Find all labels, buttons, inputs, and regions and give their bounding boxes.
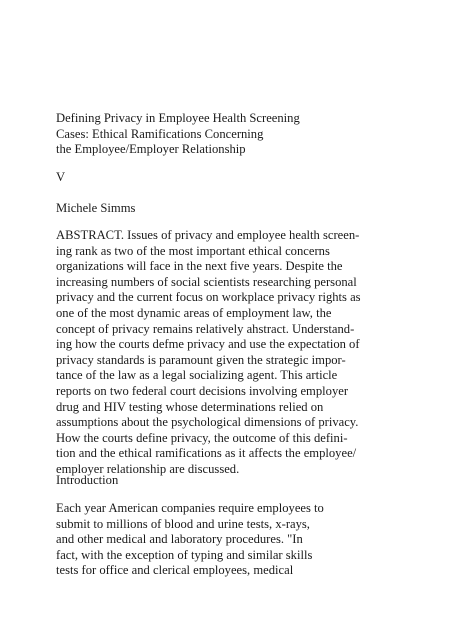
abstract-line: privacy standards is paramount given the strategic impor- [56, 352, 346, 367]
abstract-line: employer relationship are discussed. [56, 461, 240, 476]
title-line: Defining Privacy in Employee Health Screening [56, 111, 300, 125]
abstract-line: concept of privacy remains relatively ahstract. Understand- [56, 321, 355, 336]
abstract-paragraph [56, 228, 448, 478]
introduction-paragraph [56, 501, 448, 579]
introduction-heading [56, 473, 448, 489]
abstract-line: How the courts define privacy, the outcome of this defini- [56, 430, 348, 445]
abstract-line: assumptions about the psychological dimensions of privacy. [56, 415, 359, 430]
abstract-line: organizations will face in the next five years. Despite the [56, 259, 343, 274]
abstract-line: tance of the law as a legal socializing agent. This article [56, 368, 338, 383]
intro-line: and other medical and laboratory procedures. "In [56, 532, 303, 547]
intro-line: Each year American companies require employees to [56, 501, 324, 515]
author-name [56, 201, 448, 217]
abstract-line: ing rank as two of the most important ethical concerns [56, 243, 330, 258]
abstract-line: ing how the courts defme privacy and use the expectation of [56, 337, 360, 352]
heading-text: Introduction [56, 473, 119, 487]
intro-line: tests for office and clerical employees, medical [56, 563, 294, 578]
article-title [56, 111, 448, 158]
intro-line: fact, with the exception of typing and similar skills [56, 547, 313, 562]
abstract-line: drug and HIV testing whose determinations relied on [56, 399, 324, 414]
intro-line: submit to millions of blood and urine tests, x-rays, [56, 516, 310, 531]
abstract-line: reports on two federal court decisions involving employer [56, 383, 349, 398]
abstract-line: one of the most dynamic areas of employment law, the [56, 305, 332, 320]
mark-text: V [56, 170, 66, 184]
author-text: Michele Simms [56, 201, 136, 215]
title-line: Cases: Ethical Ramifications Concerning [56, 126, 264, 141]
abstract-line: privacy and the current focus on workplace privacy rights as [56, 290, 361, 305]
abstract-line: tion and the ethical ramifications as it affects the employee/ [56, 446, 357, 461]
section-mark [56, 170, 448, 186]
abstract-line: increasing numbers of social scientists researching personal [56, 274, 357, 289]
abstract-line: ABSTRACT. Issues of privacy and employee health screen- [56, 228, 360, 242]
title-line: the Employee/Employer Relationship [56, 142, 246, 157]
